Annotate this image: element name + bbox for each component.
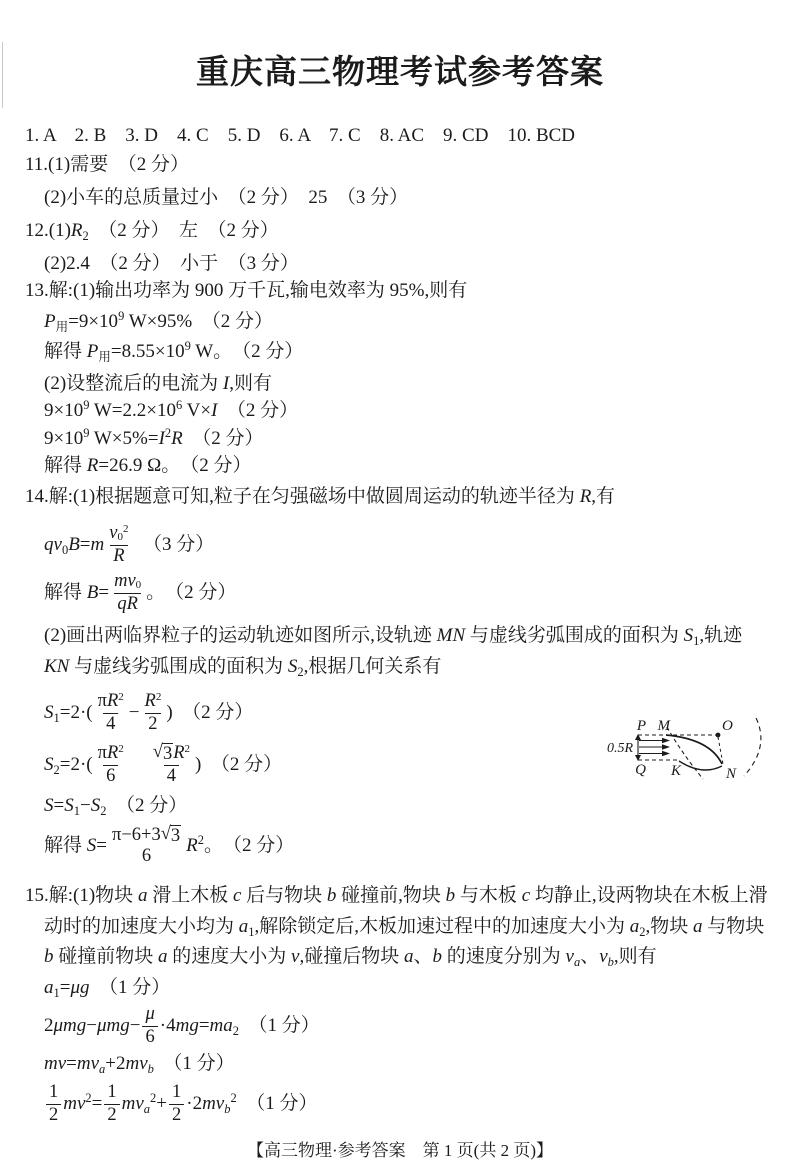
page-title: 重庆高三物理考试参考答案 xyxy=(196,55,604,91)
label-N: N xyxy=(726,766,737,782)
diagram-right-dashed-arc xyxy=(744,718,761,776)
page-footer: 【高三物理·参考答案 第 1 页(共 2 页)】 xyxy=(247,1141,553,1160)
diagram-point-O-dot xyxy=(716,733,721,738)
velocity-arrows-icon xyxy=(639,738,670,756)
label-dimension-0-5R: 0.5R xyxy=(606,741,633,756)
diagram-trajectory-KN xyxy=(679,761,722,770)
label-M: M xyxy=(657,718,670,734)
exam-answer-page: 重庆高三物理考试参考答案 1. A 2. B 3. D 4. C 5. D 6. A 7. C 8. AC 9. CD 10. BCD 11.(1)需要 （2 分） (2)小车的总质量过小 （2 分） 25 （3 分） 12.(1) R 2 （2 分） 左 （2 分） (2)2.4 （2 分） 小于 （3 分） 13.解:(1)输出功率为 900 万千瓦,输电效率为 95%,则有 P 用 =9×10 9 W×95% （2 分） 解得 P 用 =8.55×10 9 W。 （2 分） (2)设整流后的电流为 I ,则有 9×10 9 W=2.2×10 6 V× I （2 分） 9×10 9 W×5%= I 2 R （2 分） 解得 R =26.9 Ω。 （2 分） 14.解:(1)根据题意可知,粒子在匀强磁场中做圆周运动的轨迹半径为 R ,有 qv 0 B = m v 0 2 R （3 分） 解得 B = mv 0 qR 。 （2 分） (2)画出两临界粒子的运动轨迹如图所示,设轨迹 MN 与虚线劣弧围成的面积为 S 1 ,轨迹 KN 与虚线劣弧围成的面积为 S 2 ,根据几何关系有 S 1 =2·( π R 2 4 − R 2 2 ) （2 分） S 2 =2·( π R 2 6 √ 3 R 2 4 ) （2 分） S = S 1 − S 2 （2 分） 解得 S = π−6+3 √ 3 6 R 2 。 （2 分） P M O Q K N 0.5R 15.解:(1)物块 a 滑上木板 c 后与物块 b 碰撞前,物块 b 与木板 c 均静止,设两物块在木板上滑 动时的加速度大小均为 a 1 ,解除锁定后,木板加速过程中的加速度大小为 a 2 ,物块 a 与物块 b 碰撞前物块 a 的速度大小为 v ,碰撞后物块 a 、 b 的速度分别为 v a 、 v b ,则有 a 1 = μg （1 分） 2 μmg − μmg − $\frac{\mu}{6}$ ·4 mg = ma 2 （1 分） mv = mv a +2 mv b （1 分） $\frac{1}{2}$ mv 2 = $\frac{1}{2}$ mv a 2 + $\frac{1}{2}$ ·2 mv b 2 （1 分） 【高三物理·参考答案 第 1 页(共 2 页)】 xyxy=(0,0,800,1162)
q14-trajectory-diagram xyxy=(598,702,788,797)
label-P: P xyxy=(636,718,646,734)
label-O: O xyxy=(722,718,733,734)
label-K: K xyxy=(670,763,682,779)
label-Q: Q xyxy=(635,762,646,778)
